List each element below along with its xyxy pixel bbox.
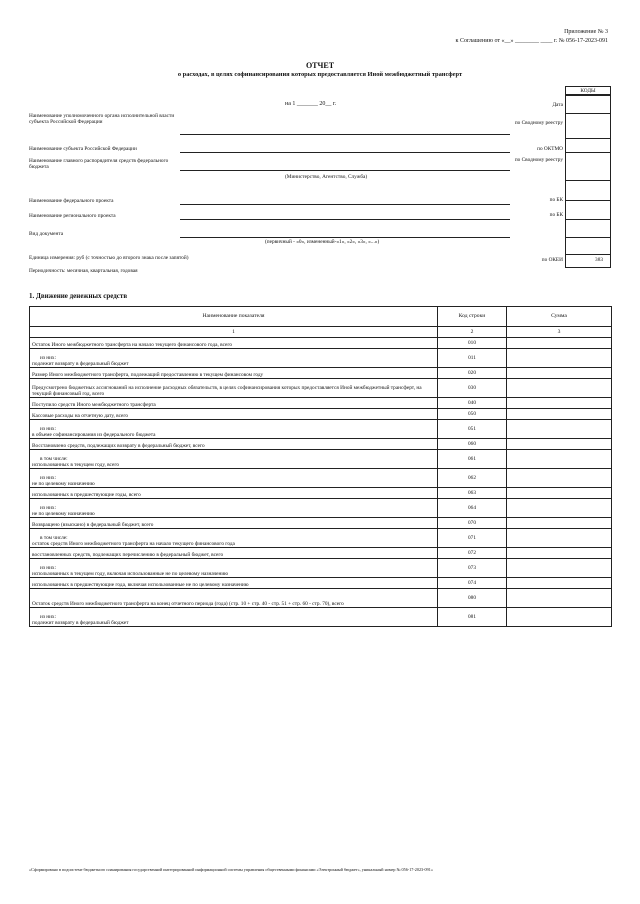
row-label	[30, 529, 438, 548]
row-label	[30, 420, 438, 439]
row-text: восстановленных средств, подлежащих перечислению в федеральный бюджет, всего	[32, 551, 224, 558]
document-type-caption: (первичный - «0», измененный-«1», «2», «3», «...»)	[265, 239, 380, 245]
row-code: 081	[438, 608, 507, 627]
row-sum-cell[interactable]	[507, 379, 612, 398]
code-label-registry-2: по Сводному реестру	[514, 157, 563, 163]
row-label	[30, 349, 438, 368]
row-sum-cell[interactable]	[507, 499, 612, 518]
row-text: использованных в предшествующие годы, всего	[32, 491, 141, 498]
row-sum-cell[interactable]	[507, 529, 612, 548]
column-number-2: 2	[438, 327, 507, 338]
row-text: Поступило средств Иного межбюджетного трансферта	[32, 401, 156, 408]
table-row	[30, 338, 612, 349]
row-code: 011	[438, 349, 507, 368]
row-text: Восстановлено средств, подлежащих возврату в федеральный бюджет, всего	[32, 442, 205, 449]
row-sublabel: из них:	[40, 354, 57, 361]
row-code: 062	[438, 469, 507, 488]
regional-project-line[interactable]	[180, 219, 510, 220]
column-header-indicator: Наименование показателя	[30, 307, 438, 327]
row-code: 060	[438, 439, 507, 450]
table-row	[30, 488, 612, 499]
authorized-body-line[interactable]	[180, 134, 510, 135]
chief-manager-line[interactable]	[180, 170, 510, 171]
row-sublabel: в том числе:	[40, 455, 68, 462]
row-code: 040	[438, 398, 507, 409]
periodicity-label: Периодичность: месячная, квартальная, годовая	[29, 268, 138, 274]
row-sum-cell[interactable]	[507, 488, 612, 499]
row-code: 061	[438, 450, 507, 469]
table-row	[30, 398, 612, 409]
table-row	[30, 608, 612, 627]
row-text: Остаток Иного межбюджетного трансферта на начало текущего финансового года, всего	[32, 341, 233, 348]
row-code: 074	[438, 578, 507, 589]
table-row	[30, 469, 612, 488]
report-subtitle: о расходах, в целях софинансирования которых предоставляется Иной межбюджетный трансферт	[177, 71, 463, 78]
row-sublabel: из них:	[40, 425, 57, 432]
table-row	[30, 529, 612, 548]
row-label	[30, 518, 438, 529]
row-code: 051	[438, 420, 507, 439]
table-row	[30, 420, 612, 439]
row-text: использованных в текущем году, всего	[32, 461, 120, 468]
row-code: 030	[438, 379, 507, 398]
table-row	[30, 578, 612, 589]
row-sum-cell[interactable]	[507, 450, 612, 469]
row-text: не по целевому назначению	[32, 480, 95, 487]
row-sublabel: в том числе:	[40, 534, 68, 541]
federal-project-label: Наименование федерального проекта	[29, 198, 114, 204]
table-row	[30, 450, 612, 469]
chief-manager-caption: (Министерство, Агентство, Служба)	[285, 174, 368, 180]
row-sublabel: из них:	[40, 504, 57, 511]
regional-project-label: Наименование регионального проекта	[29, 213, 116, 219]
row-sublabel: из них:	[40, 564, 57, 571]
table-row	[30, 349, 612, 368]
row-label	[30, 338, 438, 349]
row-sum-cell[interactable]	[507, 608, 612, 627]
row-sum-cell[interactable]	[507, 589, 612, 608]
code-label-registry-1: по Сводному реестру	[514, 120, 563, 126]
column-header-code: Код строки	[438, 307, 507, 327]
row-label	[30, 450, 438, 469]
table-row	[30, 589, 612, 608]
row-label	[30, 398, 438, 409]
row-text: не по целевому назначению	[32, 510, 95, 517]
row-code: 071	[438, 529, 507, 548]
table-row	[30, 548, 612, 559]
column-number-1: 1	[30, 327, 438, 338]
row-code: 064	[438, 499, 507, 518]
row-text: Остаток средств Иного межбюджетного трансферта на конец отчетного периода (года) (стр. 10 + стр. 40 - стр. 51 + стр. 60 - стр. 70), всего	[32, 600, 344, 607]
code-label-oktmo: по ОКТМО	[537, 146, 563, 152]
column-header-sum: Сумма	[507, 307, 612, 327]
row-text: подлежит возврату в федеральный бюджет	[32, 619, 129, 626]
row-text: использованных в предшествующие года, включая использованные не по целевому назначению	[32, 581, 249, 588]
row-sum-cell[interactable]	[507, 548, 612, 559]
footer-note: «Сформировано в подсистеме бюджетного планирования государственной интегрированной информационной системы управления общественными финансами «Электронный бюджет», уникальный номер № 056-17-2023-091»	[29, 867, 433, 872]
row-label	[30, 499, 438, 518]
code-label-okei: по ОКЕИ	[541, 257, 563, 263]
row-sum-cell[interactable]	[507, 559, 612, 578]
table-row	[30, 368, 612, 379]
okei-value: 383	[595, 257, 603, 263]
row-sum-cell[interactable]	[507, 578, 612, 589]
row-code: 072	[438, 548, 507, 559]
row-code: 080	[438, 589, 507, 608]
codes-header: КОДЫ	[565, 86, 611, 95]
row-text: Возвращено (взыскано) в федеральный бюджет, всего	[32, 521, 154, 528]
column-number-3: 3	[507, 327, 612, 338]
row-code: 050	[438, 409, 507, 420]
row-label	[30, 548, 438, 559]
money-movement-table	[29, 306, 612, 627]
row-sum-cell[interactable]	[507, 518, 612, 529]
subject-name-line[interactable]	[180, 152, 510, 153]
row-sum-cell[interactable]	[507, 439, 612, 450]
code-label-bk-1: по БК	[549, 197, 563, 203]
chief-manager-label: Наименование главного распорядителя средств федерального бюджета	[29, 158, 169, 171]
row-label	[30, 439, 438, 450]
row-code: 073	[438, 559, 507, 578]
row-sum-cell[interactable]	[507, 469, 612, 488]
row-label	[30, 578, 438, 589]
row-label	[30, 559, 438, 578]
document-type-label: Вид документа	[29, 231, 64, 237]
unit-label: Единица измерения: руб (с точностью до второго знака после запятой)	[29, 255, 189, 261]
codes-column	[565, 95, 611, 268]
table-row	[30, 439, 612, 450]
section-heading: 1. Движение денежных средств	[29, 292, 128, 300]
row-sum-cell[interactable]	[507, 349, 612, 368]
table-body	[30, 338, 612, 627]
row-text: в объеме софинансирования из федерального бюджета	[32, 431, 156, 438]
agreement-reference: к Соглашению от «__» ________ ____ г. № 056-17-2023-091	[455, 38, 608, 44]
row-sum-cell[interactable]	[507, 420, 612, 439]
report-date: на 1 _______ 20__ г.	[285, 101, 337, 107]
code-label-bk-2: по БК	[549, 212, 563, 218]
row-text: Предусмотрено бюджетных ассигнований на исполнение расходных обязательств, в целях софинансирования которых предоставляется Иной межбюджетный трансферт, на текущий финансовый год, всего	[32, 384, 422, 397]
row-sum-cell[interactable]	[507, 409, 612, 420]
row-label	[30, 488, 438, 499]
table-row	[30, 518, 612, 529]
row-text: Размер Иного межбюджетного трансферта, подлежащий предоставлению в текущем финансовом году	[32, 371, 264, 378]
row-sublabel: из них:	[40, 613, 57, 620]
row-label	[30, 379, 438, 398]
row-code: 010	[438, 338, 507, 349]
code-label-date: Дата	[552, 102, 563, 108]
row-text: остаток средств Иного межбюджетного трансферта на начало текущего финансового года	[32, 540, 235, 547]
row-code: 020	[438, 368, 507, 379]
row-code: 063	[438, 488, 507, 499]
table-row	[30, 409, 612, 420]
table-row	[30, 379, 612, 398]
subject-name-label: Наименование субъекта Российской Федерации	[29, 146, 137, 152]
authorized-body-label: Наименование уполномоченного органа исполнительной власти субъекта Российской Федерации	[29, 113, 175, 126]
row-label	[30, 589, 438, 608]
row-text: использованных в текущем году, включая использованные не по целевому назначению	[32, 570, 229, 577]
row-sum-cell[interactable]	[507, 398, 612, 409]
row-label	[30, 368, 438, 379]
row-label	[30, 608, 438, 627]
row-sum-cell[interactable]	[507, 338, 612, 349]
appendix-label: Приложение № 3	[564, 29, 608, 35]
row-sum-cell[interactable]	[507, 368, 612, 379]
table-row	[30, 499, 612, 518]
row-code: 070	[438, 518, 507, 529]
row-text: Кассовые расходы на отчетную дату, всего	[32, 412, 129, 419]
federal-project-line[interactable]	[180, 204, 510, 205]
report-title: ОТЧЕТ	[305, 61, 335, 70]
table-row	[30, 559, 612, 578]
row-sublabel: из них:	[40, 474, 57, 481]
row-label	[30, 409, 438, 420]
row-text: подлежит возврату в федеральный бюджет	[32, 360, 129, 367]
row-label	[30, 469, 438, 488]
document-type-line[interactable]	[180, 237, 510, 238]
